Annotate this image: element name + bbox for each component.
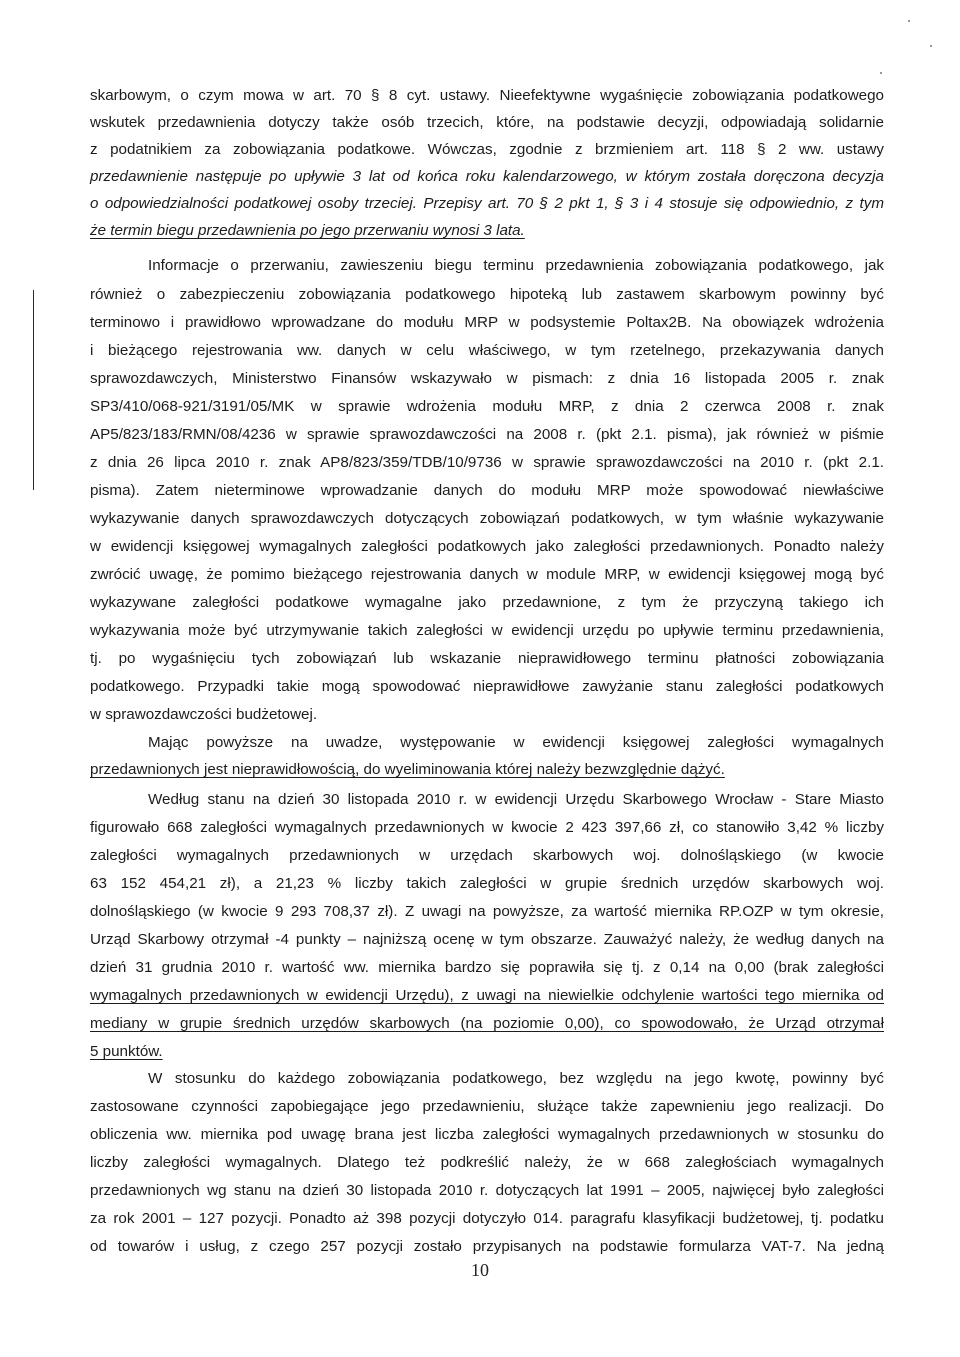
text-line: obliczenia ww. miernika pod uwagę brana jest liczba zaległości wymagalnych przedawnionych w stosunku do — [90, 1126, 884, 1143]
text-line: liczby zaległości wymagalnych. Dlatego też podkreślić należy, że w 668 zaległościach wymagalnych — [90, 1154, 884, 1171]
text-line: za rok 2001 – 127 pozycji. Ponadto aż 398 pozycji dotyczyło 014. paragrafu klasyfikacji budżetowej, tj. podatku — [90, 1210, 884, 1227]
text-line: Informacje o przerwaniu, zawieszeniu biegu terminu przedawnienia zobowiązania podatkowego, jak — [148, 257, 884, 274]
text-line: figurowało 668 zaległości wymagalnych przedawnionych w kwocie 2 423 397,66 zł, co stanowiło 3,42 % liczby — [90, 819, 884, 836]
text-line: przedawnienie następuje po upływie 3 lat od końca roku kalendarzowego, w którym została doręczona decyzja — [90, 168, 884, 185]
scan-speck — [930, 45, 932, 47]
text-line: od towarów i usług, z czego 257 pozycji zostało przypisanych na podstawie formularza VAT-7. Na jedną — [90, 1238, 884, 1255]
text-line: wykazywania może być utrzymywanie takich zaległości w ewidencji urzędu po upływie terminu przedawnienia, — [90, 622, 884, 639]
text-line: również o zabezpieczeniu zobowiązania podatkowego hipoteką lub zastawem skarbowym powinny być — [90, 286, 884, 303]
text-line: podatkowego. Przypadki takie mogą spowodować nieprawidłowe zawyżanie stanu zaległości podatkowych — [90, 678, 884, 695]
text-line: wykazywanie danych sprawozdawczych dotyczących zobowiązań podatkowych, w tym właśnie wykazywanie — [90, 510, 884, 527]
text-line: W stosunku do każdego zobowiązania podatkowego, bez względu na jego kwotę, powinny być — [148, 1070, 884, 1087]
text-line: 5 punktów. — [90, 1043, 163, 1060]
scan-speck — [880, 72, 882, 74]
text-line: przedawnionych jest nieprawidłowością, do wyeliminowania której należy bezwzględnie dążyć. — [90, 761, 725, 778]
margin-mark — [33, 290, 34, 490]
text-line: w sprawozdawczości budżetowej. — [90, 706, 318, 723]
text-line: AP5/823/183/RMN/08/4236 w sprawie sprawozdawczości na 2008 r. (pkt 2.1. pisma), jak również w piśmie — [90, 426, 884, 443]
text-line: skarbowym, o czym mowa w art. 70 § 8 cyt. ustawy. Nieefektywne wygaśnięcie zobowiązania podatkowego — [90, 87, 884, 104]
text-line: pisma). Zatem nieterminowe wprowadzanie danych do modułu MRP może spowodować niewłaściwe — [90, 482, 884, 499]
text-line: wymagalnych przedawnionych w ewidencji Urzędu), z uwagi na niewielkie odchylenie wartości tego miernika od — [90, 987, 884, 1004]
text-line: wskutek przedawnienia dotyczy także osób trzecich, które, na podstawie decyzji, odpowiadają solidarnie — [90, 114, 884, 131]
text-line: z dnia 26 lipca 2010 r. znak AP8/823/359/TDB/10/9736 w sprawie sprawozdawczości na 2010 r. (pkt 2.1. — [90, 454, 884, 471]
text-line: Mając powyższe na uwadze, występowanie w ewidencji księgowej zaległości wymagalnych — [148, 734, 884, 751]
text-line: przedawnionych wg stanu na dzień 30 listopada 2010 r. dotyczących lat 1991 – 2005, najwięcej było zaległości — [90, 1182, 884, 1199]
text-line: z podatnikiem za zobowiązania podatkowe. Wówczas, zgodnie z brzmieniem art. 118 § 2 ww. ustawy — [90, 141, 884, 158]
text-line: SP3/410/068-921/3191/05/MK w sprawie wdrożenia modułu MRP, z dnia 2 czerwca 2008 r. znak — [90, 398, 884, 415]
text-line: mediany w grupie średnich urzędów skarbowych (na poziomie 0,00), co spowodowało, że Urząd otrzymał — [90, 1015, 884, 1032]
text-line: zwrócić uwagę, że pomimo bieżącego rejestrowania danych w module MRP, w ewidencji księgowej mogą być — [90, 566, 884, 583]
text-line: i bieżącego rejestrowania ww. danych w celu właściwego, w tym rzetelnego, przekazywania danych — [90, 342, 884, 359]
text-line: wykazywane zaległości podatkowe wymagalne jako przedawnione, z tym że przyczyną takiego ich — [90, 594, 884, 611]
text-line: dzień 31 grudnia 2010 r. wartość ww. miernika bardzo się poprawiła się tj. z 0,14 na 0,00 (brak zaległości — [90, 959, 884, 976]
text-line: terminowo i prawidłowo wprowadzane do modułu MRP w podsystemie Poltax2B. Na obowiązek wdrożenia — [90, 314, 884, 331]
text-line: sprawozdawczych, Ministerstwo Finansów wskazywało w pismach: z dnia 16 listopada 2005 r. znak — [90, 370, 884, 387]
page-number: 10 — [471, 1260, 489, 1280]
text-line: zaległości wymagalnych przedawnionych w urzędach skarbowych woj. dolnośląskiego (w kwocie — [90, 847, 884, 864]
text-line: Według stanu na dzień 30 listopada 2010 r. w ewidencji Urzędu Skarbowego Wrocław - Stare Miasto — [148, 791, 884, 808]
text-line: 63 152 454,21 zł), a 21,23 % liczby takich zaległości w grupie średnich urzędów skarbowych woj. — [90, 875, 884, 892]
text-line: w ewidencji księgowej wymagalnych zaległości podatkowych jako zaległości przedawnionych. Ponadto należy — [90, 538, 884, 555]
text-line: Urząd Skarbowy otrzymał -4 punkty – najniższą ocenę w tym obszarze. Zauważyć należy, że według danych na — [90, 931, 884, 948]
text-line: że termin biegu przedawnienia po jego przerwaniu wynosi 3 lata. — [90, 222, 525, 239]
text-line: o odpowiedzialności podatkowej osoby trzeciej. Przepisy art. 70 § 2 pkt 1, § 3 i 4 stosuje się odpowiednio, z tym — [90, 195, 884, 212]
text-line: dolnośląskiego (w kwocie 9 293 708,37 zł). Z uwagi na powyższe, za wartość miernika RP.OZP w tym okresie, — [90, 903, 884, 920]
text-line: tj. po wygaśnięciu tych zobowiązań lub wskazanie nieprawidłowego terminu płatności zobowiązania — [90, 650, 884, 667]
scan-speck — [908, 20, 910, 22]
text-line: zastosowane czynności zapobiegające jego przedawnieniu, służące także zapewnieniu jego realizacji. Do — [90, 1098, 884, 1115]
